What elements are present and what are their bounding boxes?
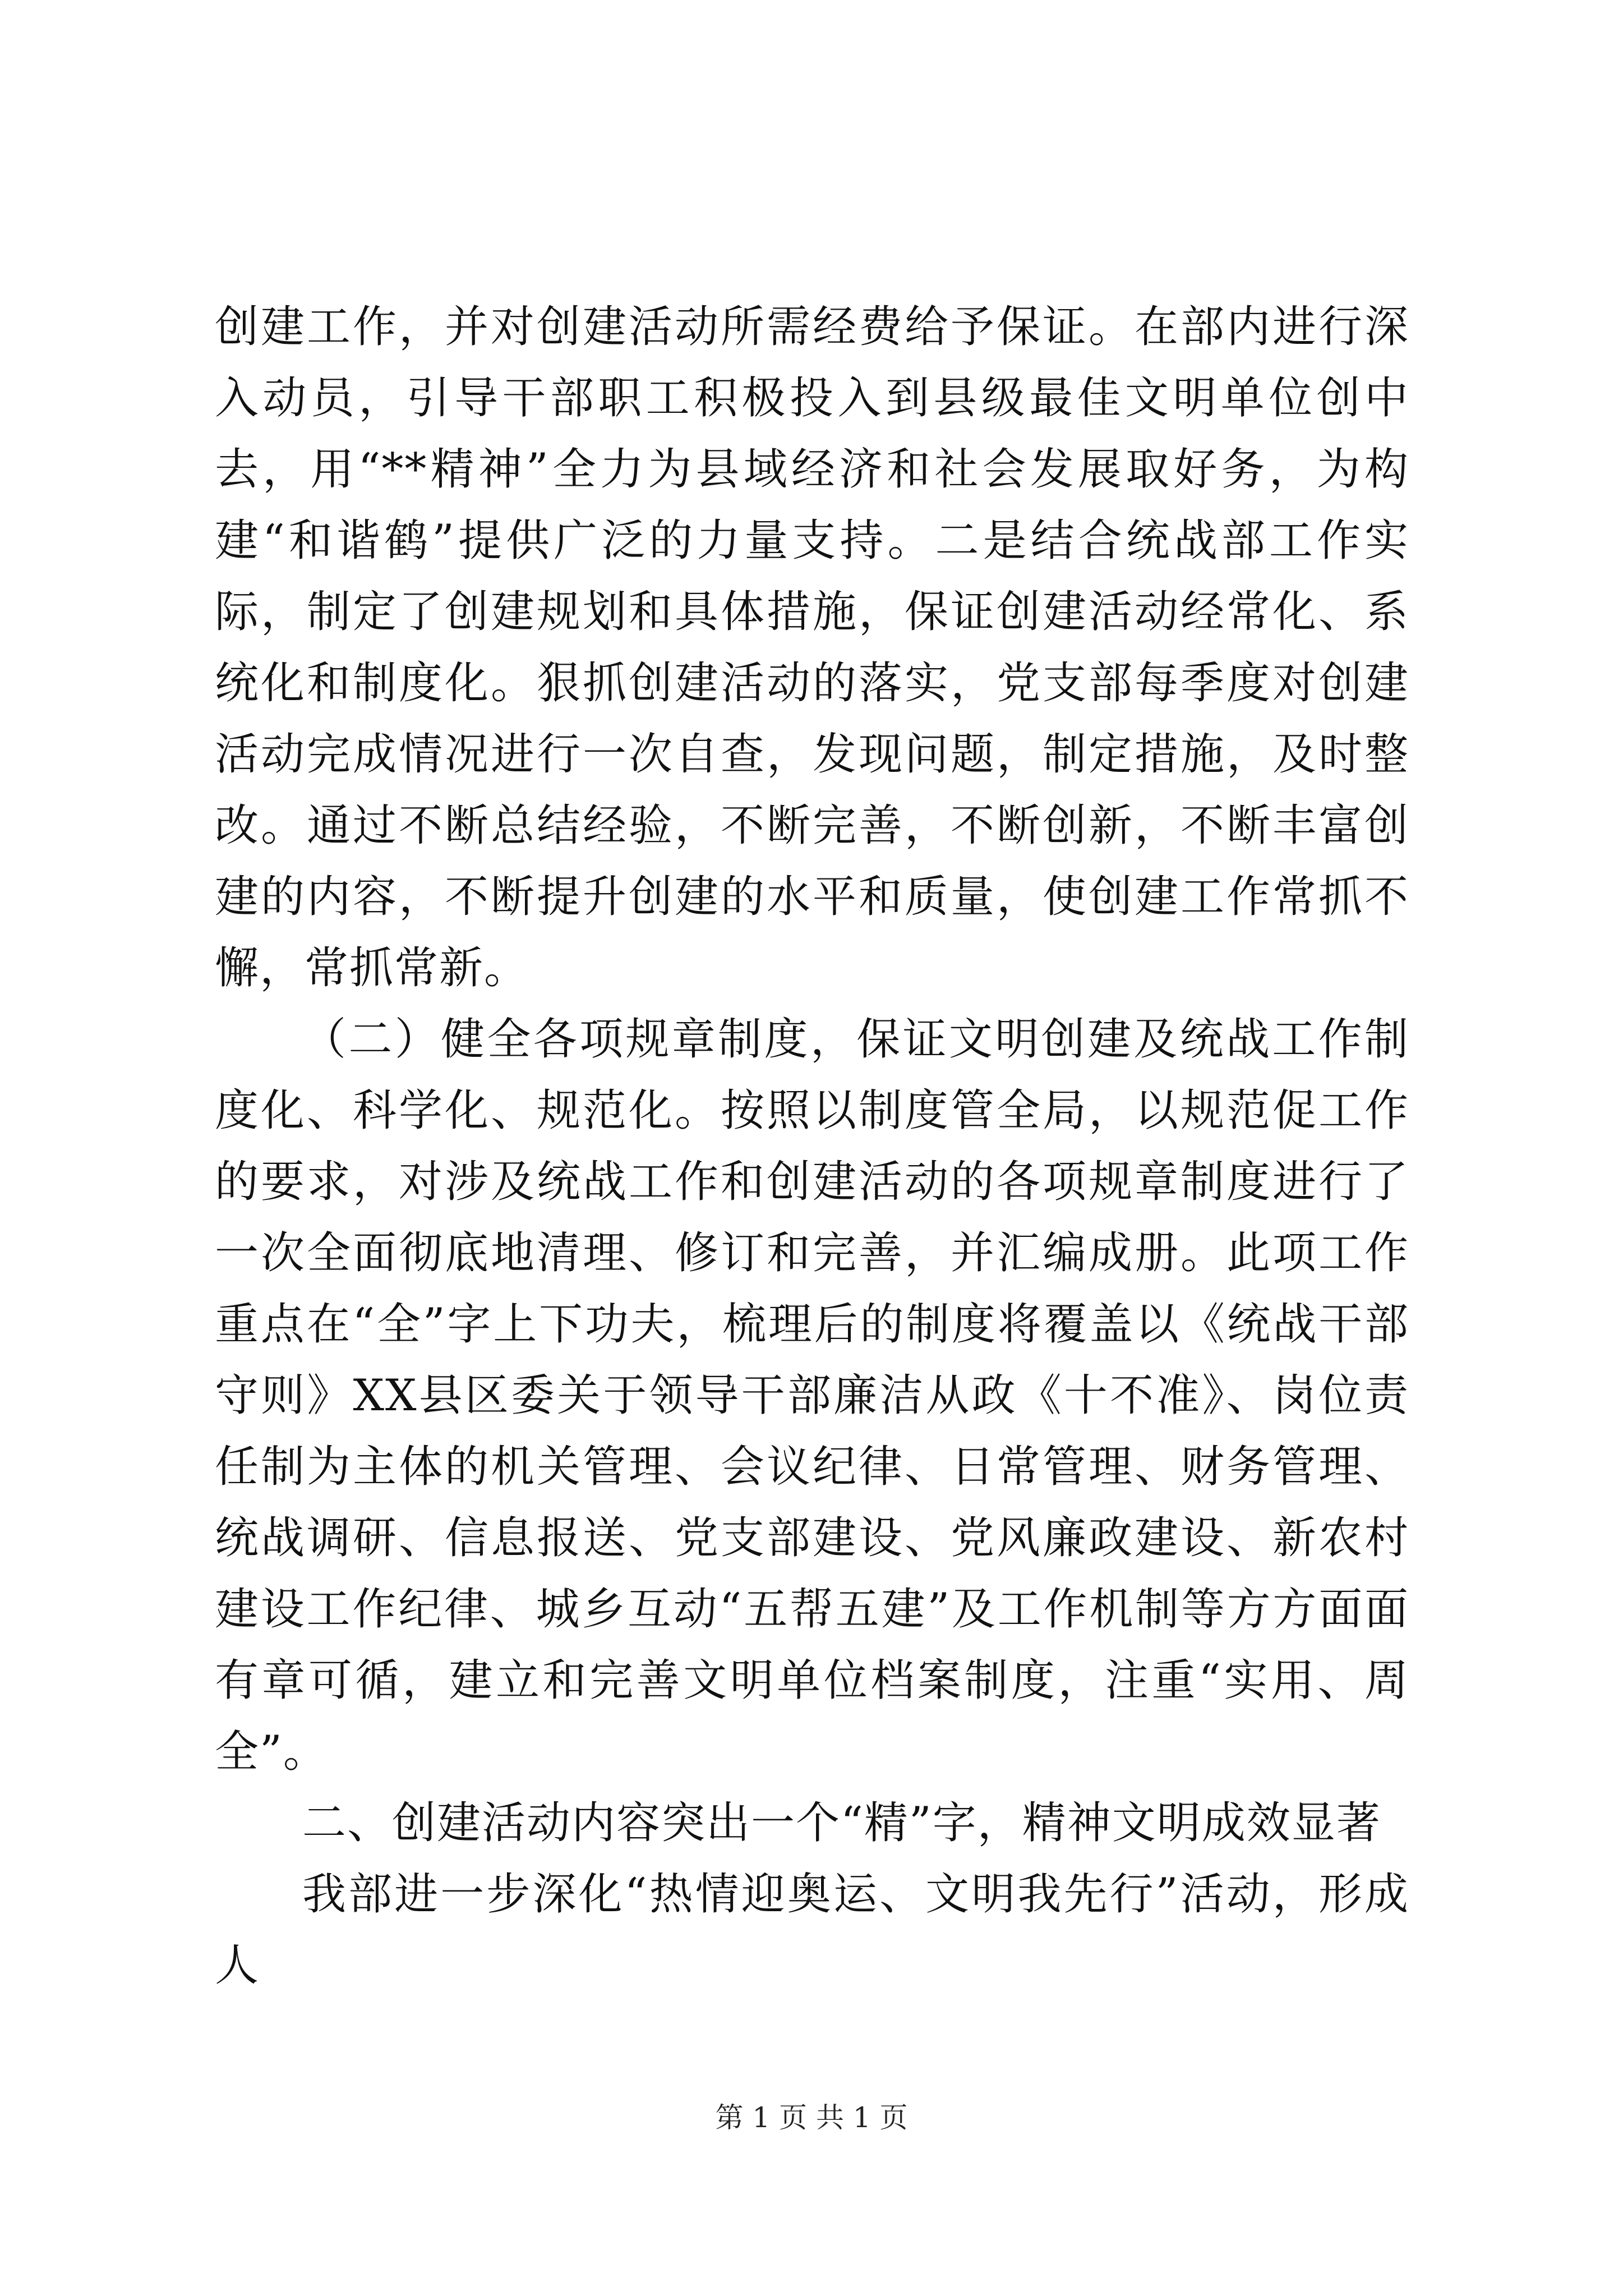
paragraph-olympics-activity: 我部进一步深化“热情迎奥运、文明我先行”活动，形成人 <box>215 1869 1409 1991</box>
paragraph-rules-system: （二）健全各项规章制度，保证文明创建及统战工作制度化、科学化、规范化。按照以制度管全局，以规范促工作的要求，对涉及统战工作和创建活动的各项规章制度进行了一次全面彻底地清理、修订和完善，并汇编成册。此项工作重点在“全”字上下功夫，梳理后的制度将覆盖以《统战干部守则》XX县区委关于领导干部廉洁从政《十不准》、岗位责任制为主体的机关管理、会议纪律、日常管理、财务管理、统战调研、信息报送、党支部建设、党风廉政建设、新农村建设工作纪律、城乡互动“五帮五建”及工作机制等方方面面有章可循，建立和完善文明单位档案制度，注重“实用、周全”。 <box>215 1014 1409 1777</box>
paragraph-creation-work: 创建工作，并对创建活动所需经费给予保证。在部内进行深入动员，引导干部职工积极投入到县级最佳文明单位创中去，用“**精神”全力为县域经济和社会发展取好务，为构建“和谐鹤”提供广泛的力量支持。二是结合统战部工作实际，制定了创建规划和具体措施，保证创建活动经常化、系统化和制度化。狠抓创建活动的落实，党支部每季度对创建活动完成情况进行一次自查，发现问题，制定措施，及时整改。通过不断总结经验，不断完善，不断创新，不断丰富创建的内容，不断提升创建的水平和质量，使创建工作常抓不懈，常抓常新。 <box>215 302 1409 993</box>
page-number-footer: 第 1 页 共 1 页 <box>715 2101 908 2134</box>
section-heading-two: 二、创建活动内容突出一个“精”字，精神文明成效显著 <box>302 1798 1381 1848</box>
document-body <box>215 292 1409 2001</box>
